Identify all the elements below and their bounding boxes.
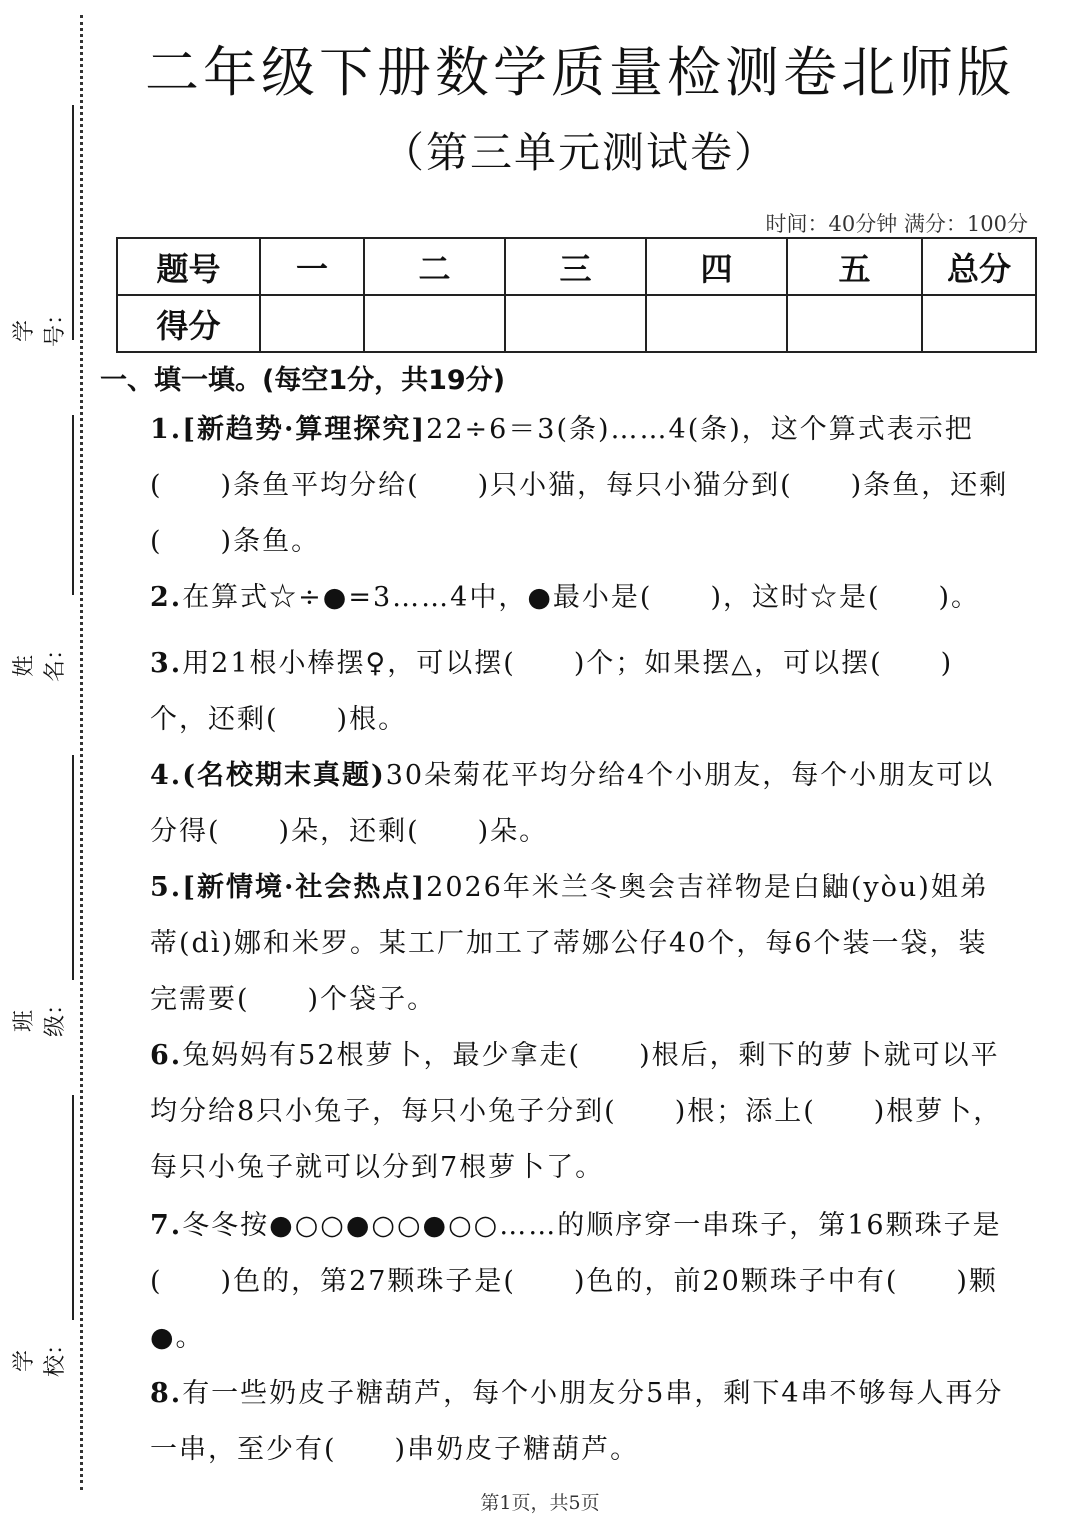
page-title: 二年级下册数学质量检测卷北师版: [145, 41, 1015, 104]
exam-meta: 时间：40分钟 满分：100分: [765, 212, 1028, 236]
school-field: [12, 1090, 78, 1390]
question-text: 22÷6＝3(条)……4(条)，这个算式表示把( )条鱼平均分给( )只小猫，每只小猫分到( )条鱼，还剩( )条鱼。: [150, 414, 1009, 557]
section-title: 一、填一填。(每空1分，共19分): [100, 365, 506, 396]
page-subtitle: （第三单元测试卷）: [381, 128, 778, 177]
score-cell[interactable]: [646, 295, 787, 352]
question-text: 有一些奶皮子糖葫芦，每个小朋友分5串，剩下4串不够每人再分一串，至少有( )串奶皮子糖葫芦。: [150, 1378, 1004, 1465]
score-header-cell: 四: [646, 238, 787, 295]
score-header-cell: 总分: [922, 238, 1036, 295]
score-cell[interactable]: [787, 295, 922, 352]
page-footer: 第1页，共5页: [480, 1492, 600, 1514]
question-2: [150, 570, 1010, 626]
question-text: 冬冬按●○○●○○●○○……的顺序穿一串珠子，第16颗珠子是( )色的，第27颗珠子是( )色的，前20颗珠子中有( )颗●。: [150, 1210, 1002, 1353]
score-header-cell: 一: [260, 238, 364, 295]
score-header-cell: 二: [364, 238, 505, 295]
question-7: [150, 1198, 1010, 1366]
school-line[interactable]: [72, 1095, 74, 1320]
question-number: 4.: [150, 760, 183, 791]
score-header-cell: 题号: [117, 238, 260, 295]
score-cell[interactable]: [922, 295, 1036, 352]
question-5: [150, 860, 1010, 1028]
question-number: 1.: [150, 414, 183, 445]
student-id-line[interactable]: [72, 105, 74, 340]
question-tag: (名校期末真题): [182, 760, 386, 791]
question-tag: [新趋势·算理探究]: [182, 414, 427, 445]
name-label: 姓名：: [12, 637, 68, 682]
binding-dotted-line: [80, 15, 83, 1490]
question-number: 5.: [150, 872, 183, 903]
question-number: 2.: [150, 582, 183, 613]
class-label: 班级：: [12, 992, 68, 1037]
question-text: 在算式☆÷●=3……4中，●最小是( )，这时☆是( )。: [182, 582, 981, 613]
student-id-label: 学号：: [12, 302, 68, 347]
class-line[interactable]: [72, 755, 74, 980]
question-number: 6.: [150, 1040, 183, 1071]
score-cell[interactable]: [260, 295, 364, 352]
question-text: 兔妈妈有52根萝卜，最少拿走( )根后，剩下的萝卜就可以平均分给8只小兔子，每只小兔子分到( )根；添上( )根萝卜，每只小兔子就可以分到7根萝卜了。: [150, 1040, 1003, 1183]
student-id-field: [12, 100, 78, 347]
question-text: 用21根小棒摆♀，可以摆( )个；如果摆△，可以摆( )个，还剩( )根。: [150, 648, 954, 735]
score-header-cell: 三: [505, 238, 646, 295]
binding-margin: [0, 0, 80, 1526]
score-table: [116, 237, 1037, 353]
question-3: [150, 636, 1010, 748]
question-text: 30朵菊花平均分给4个小朋友，每个小朋友可以分得( )朵，还剩( )朵。: [150, 760, 995, 847]
question-6: [150, 1028, 1010, 1196]
school-label: 学校：: [12, 1332, 68, 1377]
name-field: [12, 410, 78, 690]
question-4: [150, 748, 1010, 860]
score-table-score-row: [117, 295, 1036, 352]
question-number: 3.: [150, 648, 183, 679]
question-number: 7.: [150, 1210, 183, 1241]
score-cell[interactable]: [364, 295, 505, 352]
question-text: 2026年米兰冬奥会吉祥物是白鼬(yòu)姐弟蒂(dì)娜和米罗。某工厂加工了蒂娜公仔40个，每6个装一袋，装完需要( )个袋子。: [150, 872, 989, 1015]
class-field: [12, 750, 78, 1050]
question-tag: [新情境·社会热点]: [182, 872, 427, 903]
question-1: [150, 402, 1010, 570]
question-number: 8.: [150, 1378, 183, 1409]
question-8: [150, 1366, 1010, 1478]
score-header-cell: 五: [787, 238, 922, 295]
name-line[interactable]: [72, 415, 74, 595]
score-cell[interactable]: [505, 295, 646, 352]
score-row-label: 得分: [117, 295, 260, 352]
score-table-header-row: [117, 238, 1036, 295]
